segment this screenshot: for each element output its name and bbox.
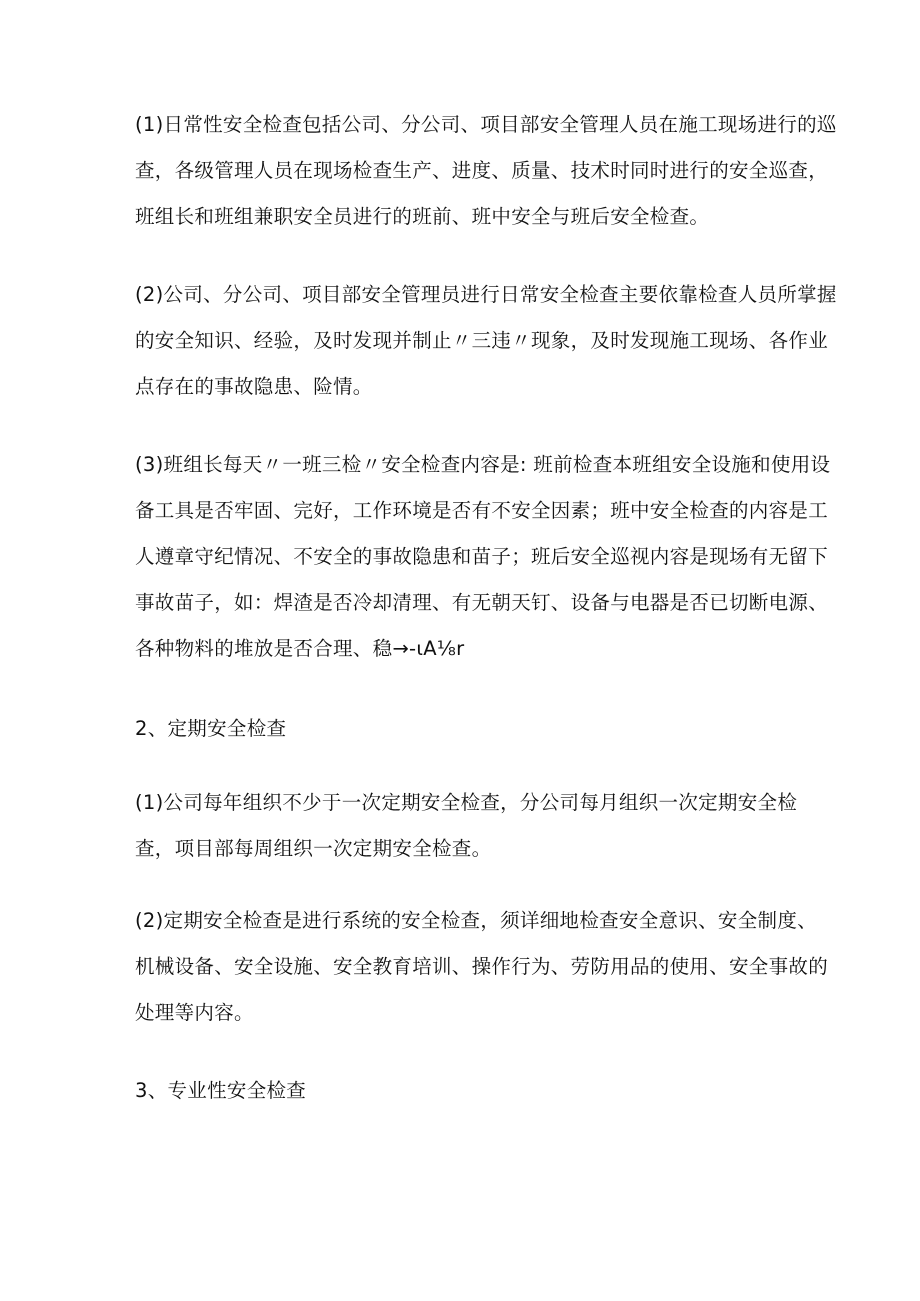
- text-line: 处理等内容。: [135, 1001, 254, 1024]
- text-line: (1)公司每年组织不少于一次定期安全检查，分公司每月组织一次定期安全检: [135, 791, 798, 814]
- text-line: 查，各级管理人员在现场检查生产、进度、质量、技术时同时进行的安全巡查，: [135, 159, 829, 182]
- text-line: (2)定期安全检查是进行系统的安全检查，须详细地检查安全意识、安全制度、: [135, 909, 817, 932]
- section-heading-periodic-inspection: 2、定期安全检查: [135, 717, 287, 740]
- text-line: 事故苗子，如：焊渣是否冷却清理、有无朝天钉、设备与电器是否已切断电源、: [135, 591, 829, 614]
- text-line: 各种物料的堆放是否合理、稳→-ιA⅛r: [135, 637, 465, 660]
- text-line: 点存在的事故隐患、险情。: [135, 375, 373, 398]
- paragraph-daily-inspection-method: [135, 272, 837, 410]
- text-line: 机械设备、安全设施、安全教育培训、操作行为、劳防用品的使用、安全事故的: [135, 955, 829, 978]
- paragraph-periodic-inspection-frequency: [135, 780, 797, 872]
- text-line: (1)日常性安全检查包括公司、分公司、项目部安全管理人员在施工现场进行的巡: [135, 113, 837, 136]
- text-line: 班组长和班组兼职安全员进行的班前、班中安全与班后安全检查。: [135, 205, 710, 228]
- text-line: 备工具是否牢固、完好，工作环境是否有不安全因素；班中安全检查的内容是工: [135, 499, 829, 522]
- text-line: 查，项目部每周组织一次定期安全检查。: [135, 837, 492, 860]
- text-line: 的安全知识、经验，及时发现并制止〃三违〃现象，及时发现施工现场、各作业: [135, 329, 829, 352]
- text-line: (2)公司、分公司、项目部安全管理员进行日常安全检查主要依靠检查人员所掌握: [135, 283, 837, 306]
- paragraph-team-inspection-content: [135, 442, 831, 672]
- paragraph-periodic-inspection-content: [135, 898, 829, 1036]
- section-heading-specialized-inspection: 3、专业性安全检查: [135, 1079, 307, 1102]
- text-line: 人遵章守纪情况、不安全的事故隐患和苗子；班后安全巡视内容是现场有无留下: [135, 545, 829, 568]
- paragraph-daily-inspection-scope: [135, 102, 837, 240]
- text-line: (3)班组长每天〃一班三检〃安全检查内容是: 班前检查本班组安全设施和使用设: [135, 453, 831, 476]
